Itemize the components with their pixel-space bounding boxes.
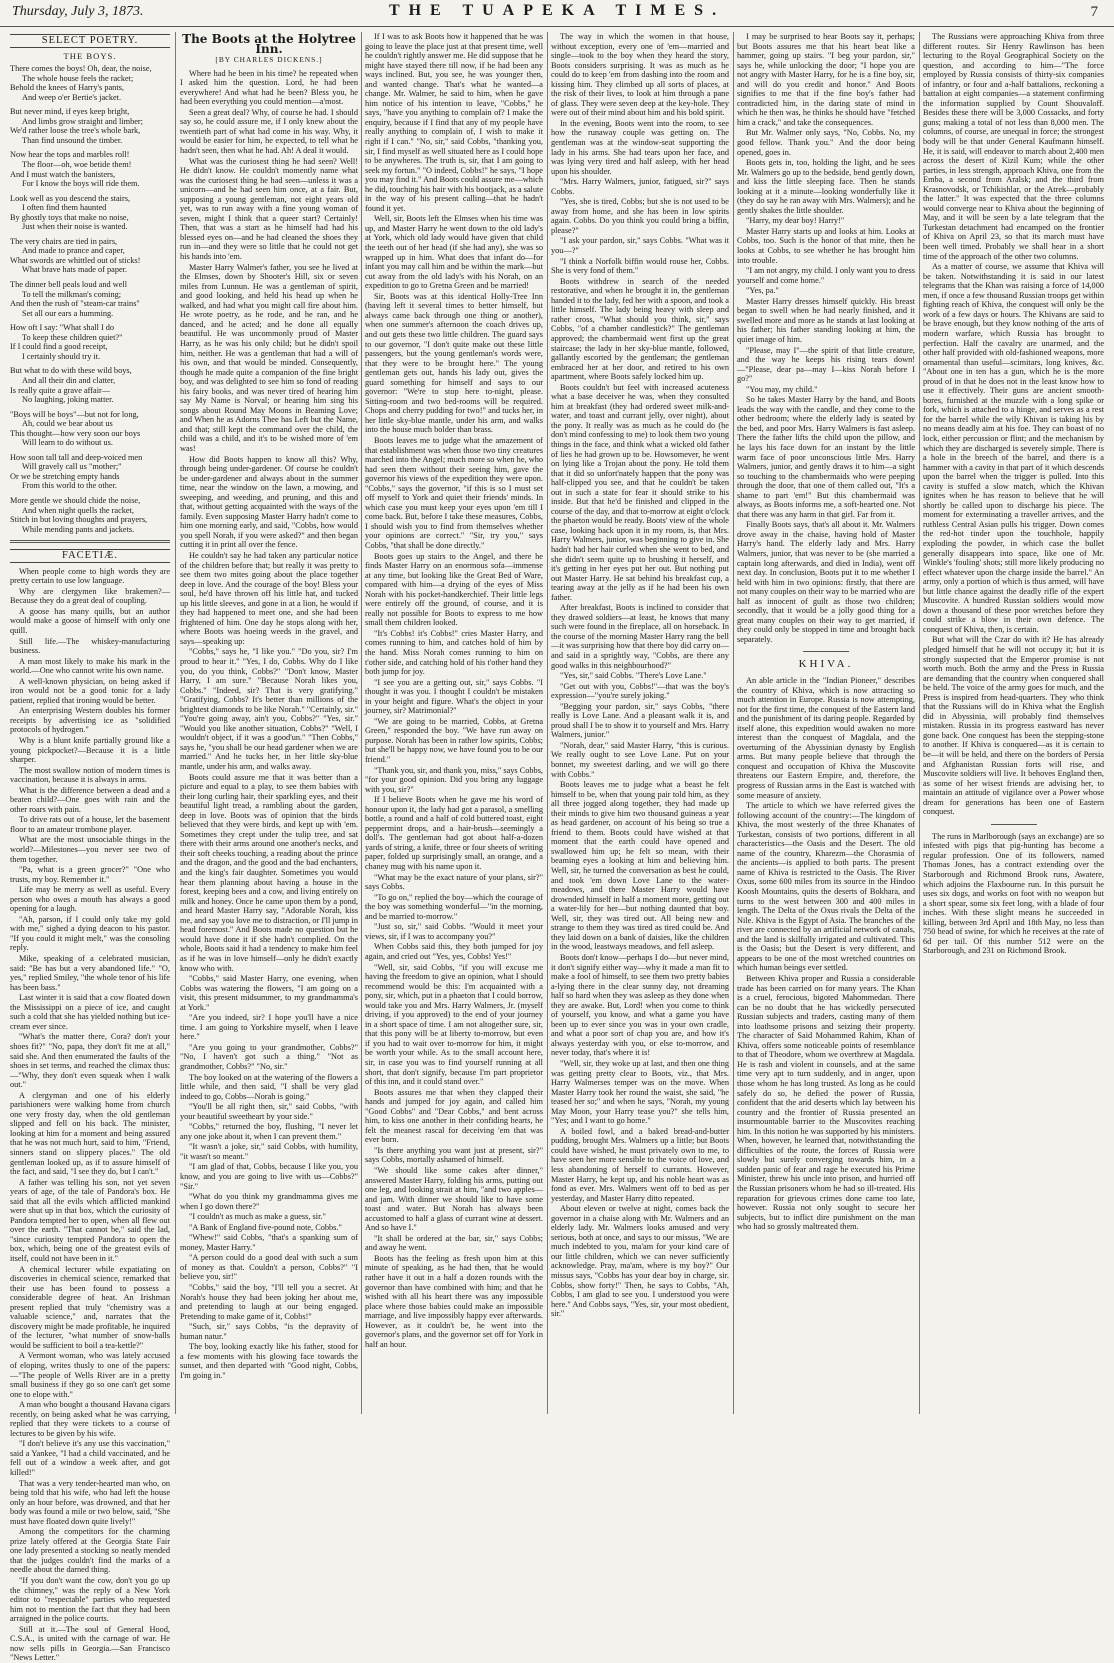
poem-line: There comes the boys! Oh, dear, the noise, [10, 64, 152, 74]
poem-line: Stitch in but loving thoughts and prayers, [10, 515, 148, 525]
poem-stanza [10, 194, 170, 232]
poem-line: "Boys will be boys"—but not for long, [10, 409, 139, 419]
story-paragraph: "We should like some cakes after dinner," answered Master Harry, folding his arms, putting out one leg, and looking strait at him, "and two apples—and jam. With dinner we should like to have some toast and water. But Norah has always been accustomed to half a glass of currant wine at dessert. And so have I." [365, 1165, 543, 1233]
story-paragraph: "I think a Norfolk biffin would rouse her, Cobbs. She is very fond of them." [551, 256, 729, 276]
facetiae-item: A goose has many quills, but an author would make a goose of himself with only one quill. [10, 606, 170, 635]
story-paragraph: "We are going to be married, Cobbs, at Gretna Green," responded the boy. "We have run away on purpose. Norah has been in rather low spirits, Cobbs; but she'll be happy now, we have found you to be our friend." [365, 716, 543, 765]
story-paragraph: Seen a great deal? Why, of course he had. I should say so, he could assure me, if I only knew about the twentieth part of what had come in his way. Why, it would be easier for him, he expected, to tell what he hadn't seen, then what he had. Ah! A deal it would. [180, 107, 358, 156]
story-paragraph: "Just so, sir," said Cobbs. "Would it meet your views, sir, if I was to accompany you?" [365, 922, 543, 941]
column-rule [919, 32, 920, 1414]
column-1 [10, 32, 170, 1663]
story-paragraph: Boots gets in, too, holding the light, and he sees Mr. Walmers go up to the bedside, bend gently down, and kiss the little sleeping face. Then he stands looking at it a minute—looking wonderfully like it (they do say he ran away with Mrs. Walmers); and he gently shakes the little shoulder. [737, 158, 915, 215]
facetiae-item: "Pa, what is a green grocer?" "One who trusts, my boy. Remember it." [10, 865, 170, 884]
poem-stanza [10, 280, 170, 318]
story-paragraph: "It's Cobbs! it's Cobbs!" cries Master Harry, and comes running to him, and catches hold of him by the hand. Miss Norah comes running to him on t'other side, and catching hold of his t'other hand they both jump for joy. [365, 628, 543, 677]
story-paragraph: Boots assures me that when they clapped their hands and jumped for joy again, and called him "Good Cobbs" and "Dear Cobbs," and bent across him, to kiss one another in their confiding hearts, he felt the meanest rascal for deceiving 'em that was ever born. [365, 1087, 543, 1145]
story-paragraph: He couldn't say he had taken any particular notice of the children before that; but really it was pretty to see them two mites going about the place together deep in love. And the courage of the boy! Bless your soul, he'd have thrown off his little hat, and tucked up his little sleeves, and gone in at a lion, he would if they had happened to meet one, and she had been frightened of him. One day he stops along with her, where Boots was hoeing weeds in the gravel, and says—speaking up: [180, 550, 358, 646]
story-paragraph: Boots goes up stairs to the Angel, and there he finds Master Harry on an enormous sofa—immense at any time, but looking like the Great Bed of Ware, compared with him—a drying of the eyes of Miss Norah with his pocket-handkerchief. Their little legs were entirely off the ground, of course, and it is really not possible for Boots to express to me how small them children looked. [365, 551, 543, 628]
story-paragraph: "Yes, sir," said Cobbs. "There's Love Lane." [560, 671, 707, 681]
poem-stanza [10, 107, 170, 145]
poem-line: And all their din and clatter, [22, 375, 116, 385]
story-paragraph: "Well, sir, said Cobbs, "if you will excuse me having the freedom to give an opinion, what I should recommend would be this: I'm acquainted with a pony, sir, which, put in a phaeton that I could borrow, would take you and Mrs. Harry Walmers, Jr. (myself driving, if you approved) to the end of your journey in a short space of time. I am not altogether sure, sir, that this pony will be at liberty to-morrow, but even if you had to wait over to-morrow for him, it might be worth your while. As to the small account here, sir, in case you was to find yourself running at all short, that don't signify, because I'm part proprietor of this inn, and it could stand over." [365, 962, 543, 1087]
story-paragraph: The boy looked on at the watering of the flowers a little while, and then said, "I shall be very glad indeed to go, Cobbs—Norah is going." [180, 1072, 358, 1101]
facetiae-item: That was a very tender-hearted man who, on being told that his wife, who had left the house only an hour before, was drowned, and that her body was found a mile or two below, said, "She must have floated down quite lively!" [10, 1478, 170, 1526]
poem-line: We'd rather loose the tree's whole bark, [10, 126, 141, 136]
story-paragraph: "It shall be ordered at the bar, sir," says Cobbs; and away he went. [365, 1233, 543, 1253]
khiva-heading: KHIVA. [798, 658, 854, 671]
poem-stanza [10, 453, 170, 491]
poem-line: The whole house feels the racket; [22, 73, 134, 83]
poem-line: And weep o'er Bertie's jacket. [22, 92, 122, 102]
story-paragraph: "A Bank of England five-pound note, Cobbs." [189, 1222, 342, 1232]
khiva-paragraph: As a matter of course, we assume that Khiva will be taken. Notwithstanding it is said in our latest telegrams that the Khan was raising a force of 14,000 men, if once a few thousand Russian troops get within fighting reach of Khiva, the conquest will only be the work of a few days or hours. The Khivans are said to be brave enough, but they know nothing of the arts of modern warfare, which Russia has brought to perfection. Half the cavalry are unarmed, and the other half provided with old-fashioned weapons, more ornamental than useful—scimitars, long knives, &c. "About one in ten has a gun, which he is the more proud of in that he does not in the least know how to use it effectively. Their guns are ancient smooth-bores, furnished at the muzzle with a long spike or fork, which is attached to a hinge, and serves as a rest for the barrel while the wily Khivan is taking his by no means deadly aim at his foe. They can boast of no lock, either percussion or flint; and the mechanism by which they are discharged is severely simple. There is a hole in the breech of the barrel, and there is a hammer with a cavity in that part of it which descends upon the barrel when the trigger is pulled. Into this cavity is stuffed a slow match, which the Khivan ignites when he has reason to believe that he will shortly be called upon to discharge his piece. The moment for exterminating a traveller arrives, and the ruthless Central Asian pulls his trigger. Down comes the red-hot tinder upon the touchhole, happily exploding the powder, in which case the bullet generally disappears into space, like one of Mr. Winkle's 'fouling' shots; still more likely producing no effect whatever upon the charge inside the barrel." An army, only a portion of which is thus armed, will have but little chance against the deadly rifle of the expert Muscovite. A hundred Russian soldiers would mow down a thousand of these poor wretches before they could strike a blow in their own defence. The conquest of Khiva, then, is certain. [923, 262, 1104, 634]
facetiae-item: What are the most unsociable things in the world?—Milestones—you never see two of them together. [10, 835, 170, 864]
story-paragraph: Well, sir, Boots left the Elmses when his time was up, and Master Harry he went down to the old lady's at York, which old lady would have given that child the teeth out of her head (if she had any), she was so wrapped up in him. What does that infant do—for infant you may call him and be within the mark—but cut away from the old lady's with his Norah, on an expedition to go to Gretna Green and be married! [365, 214, 543, 291]
facetiae-item: "If you don't want the cow, don't you go up the chimney," was the reply of a New York editor to "respectable" parties who requested him not to mention the fact that they had been arraigned in the police courts. [10, 1576, 170, 1624]
story-paragraph: When Cobbs said this, they both jumped for joy again, and cried out "Yes, yes, Cobbs! Yes!" [365, 942, 543, 961]
poem-line: I often find them haunted [22, 203, 107, 213]
poem-line: Just when their noise is wanted. [22, 222, 128, 232]
story-paragraph: "Harry, my dear boy! Harry!" [746, 216, 845, 226]
column-5 [737, 32, 915, 1412]
poem-line: Set all our ears a humming. [22, 308, 114, 318]
story-paragraph: "Are you going to your grandmother, Cobbs?" "No, I haven't got such a thing." "Not as grandmother, Cobbs?" "No, sir." [180, 1042, 358, 1071]
story-paragraph: "To go on," replied the boy—which the courage of the boy was something wonderful—"in the morning, and be married to-morrow." [365, 892, 543, 921]
column-rule [175, 32, 176, 1414]
facetiae-item: To drive rats out of a house, let the basement floor to an amateur trombone player. [10, 815, 170, 834]
story-paragraph: "I am glad of that, Cobbs, because I like you, you know, and you are going to live with us—Cobbs?" "Sir." [180, 1162, 358, 1191]
story-paragraph: "Cobbs," says he, "I like you." "Do you, sir? I'm proud to hear it." "Yes, I do, Cobbs. Why do I like you, do you think, Cobbs?" "Don't know, Master Harry, I am sure." "Because Norah likes you, Cobbs." "Indeed, sir? That is very gratifying." "Gratifying, Cobbs? It's better than millions of the brightest diamonds to be like Norah." "Certainly, sir." "You're going away, ain't you, Cobbs?" "Yes, sir." "Would you like another situation, Cobbs?" "Well, I wouldn't object, if it was a good'un." "Then Cobbs," says he, "you shall be our head gardener when we are married." And he tucks her, in her little sky-blue mantle, under his arm, and walks away. [180, 647, 358, 772]
facetiae-item: A Vermont woman, who was lately accused of eloping, writes thusly to one of the papers:—"The people of Wells River are in a pretty small business if they go so one can't get some one to elope with." [10, 1351, 170, 1399]
issue-date: Thursday, July 3, 1873. [12, 4, 144, 19]
khiva-paragraph: Between Khiva proper and Russia a considerable trade has been carried on for many years. The Khan is a cruel, ferocious, bigoted Mahommedan. There can be no doubt that he has wickedly persecuted Russian subjects and traders, casting many of them into loathsome prisons and seizing their property. The character of Said Mohammed Rahim, Khan of Khiva, offers some noticeable points of resemblance to that of Theodore, whom we overthrew at Magdala. He is rash and violent in counsels, and at the same time very apt to turn suddenly, and in anger, upon those whom he has long trusted. As long as he could safely do so, he defied the power of Russia, confident that the arid deserts which lay between his country and the frontier of Russia presented an insurmountable barrier to the Muscovites reaching him. In this notion he was supported by his ministers. When, however, he learned that, notwithstanding the difficulties of the route, the forces of Russia were slowly but surely converging towards him, in a sudden panic of fear and rage he executed his Prime Minister, threw his uncle into prison, and hurried off the Russian prisoners whom he had so ill-treated. His reparation for grievous crimes done came too late, however. Russia not only sought to secure her subjects, but to inflict dire punishment on the man who had so grossly maltreated them. [737, 973, 915, 1232]
poem-title: THE BOYS. [63, 50, 117, 61]
section-divider [10, 540, 170, 543]
story-paragraph: Boots has the feeling as fresh upon him at this minute of speaking, as he had then, that he would rather have it out in a half a dozen rounds with the governor than have combined with him; and that he wished with all his heart there was any impossible place where those babies could make an impossible marriage, and live impossibly happy ever afterwards. However, as it couldn't be, he went into the governor's plans, and the governor set off for York in half an hour. [365, 1253, 543, 1349]
facetiae-item: Why is a blunt knife partially ground like a young pickpocket?—Because it is a little sharper. [10, 736, 170, 765]
poem-line: No laughing, joking matter. [22, 395, 114, 405]
story-paragraph: "Thank you, sir, and thank you, miss," says Cobbs, "for your good opinion. Did you bring any luggage with you, sir?" [365, 765, 543, 794]
story-paragraph: "Cobbs," returned the boy, flushing, "I never let any one joke about it, when I can prevent them." [180, 1122, 358, 1141]
facetiae-item: Among the competitors for the charming prize lately offered at the Georgia State Fair one lady presented a stocking so neatly mended that the judges couldn't find the marks of a needle about the darned thing. [10, 1527, 170, 1575]
poem-line: To keep these children quiet?" [22, 332, 123, 342]
page-number: 7 [1090, 4, 1098, 20]
story-paragraph: "A person could do a good deal with such a sum of money as that. Couldn't a person, Cobbs?" "I believe you, sir!" [180, 1253, 358, 1282]
story-paragraph: "Are you indeed, sir? I hope you'll have a nice time. I am going to Yorkshire myself, when I leave here." [180, 1013, 358, 1042]
poem-stanza [10, 237, 170, 275]
marlborough-paragraph: The runs in Marlborough (says an exchange) are so infested with pigs that pig-hunting has become a regular profession. One of its followers, named Thomas Jones, has a contract extending over the Starborough and Richmond Brook runs, Awatere, which adjoins the Flaxbourne run. In this pursuit he uses six dogs, and works on foot with no weapon but a short spear, some six feet long, with a blade of four inches. With these slight means he succeeded in killing, between 3rd April and 18th May, no less than 750 head of swine, for which he receives at the rate of 6d per tail. Of this number 512 were on the Starborough, and 231 on Richmond Brook. [923, 831, 1104, 956]
poem-line: If I could find a good receipt, [10, 342, 108, 352]
column-2 [180, 32, 358, 1412]
story-paragraph: What was the curiosest thing he had seen? Well! He didn't know. He couldn't momently name what was the curiosest thing he had seen—unless it was a unicorn—and he had seen him once, at a fair. But, supposing a young gentleman, not eight years old yet, was to run away with a fine young woman of seven, might I think that a queer start? Certainly! Then, that was a start as he himself had had his blessed eyes on—and he had cleaned the shoes they run in—and they were so little that he could not get his hands into 'em. [180, 156, 358, 262]
poem-line: And then the rush of "steam-car trains" [10, 299, 140, 309]
story-paragraph: "Please, may I"—the spirit of that little creature, and the way he keeps his rising tears down!—"Please, dear pa—may I—kiss Norah before I go?" [737, 345, 915, 384]
poem-line: While mending pants and jackets. [22, 524, 135, 534]
story-paragraph: "I ask your pardon, sir," says Cobbs. "What was it you—?" [551, 236, 729, 256]
facetiae-item: "Ah, parson, if I could only take my gold with me," sighed a dying deacon to his pastor. "If you could it might melt," was the consoling reply. [10, 914, 170, 953]
story-paragraph: "Get out with you, Cobbs!"—that was the boy's expression—"you're surely joking." [551, 681, 729, 701]
story-paragraph: Sir, Boots was at this identical Holly-Tree Inn (having left it several times to better himself, but always came back through one thing or another), when one summer's afternoon the coach drives up, and out gets these two little children. The guard says to our governor, "I don't quite make out these little passengers, but the young gentleman's words were, that they were to be brought here." The young gentleman gets out, hands his lady out, gives the guard something for himself and says to our governor: "We're to stop here to-night, please. Sitting-room and two bed-rooms will be required. Chops and cherry pudding for two!" and tucks her, in her little sky-blue mantle, under his arm, and walks into the house much bolder than brass. [365, 291, 543, 435]
poem-line: To tell the milkman's coming; [22, 289, 122, 299]
poem-line: This thought—how very soon our boys [10, 428, 141, 438]
poem-line: And made to prance and caper, [22, 246, 125, 256]
poem-line: Will gravely call us "mother;" [22, 462, 122, 472]
facetiae-item: Still life.—The whiskey-manufacturing business. [10, 636, 170, 656]
poem-stanza [10, 323, 170, 361]
story-title: The Boots at the Holytree Inn. [182, 32, 356, 56]
story-paragraph: The boy, looking exactly like his father, stood for a few moments with his glowing face towards the sunset, and then departed with "Good night, Cobbs, I'm going in." [180, 1342, 358, 1380]
poem-line: Ah, could we bear about us [22, 419, 113, 429]
poem-line: What swords are whittled out of sticks! [10, 255, 141, 265]
poem-line: And I must watch the banisters, [10, 169, 116, 179]
story-paragraph: Boots could assure me that it was better than a picture and equal to a play, to see them babies with their long curling hair, their sparkling eyes, and their beautiful light tread, a rambling about the garden, deep in love. Boots was of opinion that the birds believed that they were birds, and kept up with 'em. Sometimes they crept under the tulip tree, and sat there with their arms around one another's necks, and their soft cheeks touching, a reading about the prince and the dragon, and the good and the bad enchanters, and the king's fair daughter. Sometimes you would hear them planning about having a house in the forest, keeping bees and a cow, and living entirely on milk and honey. Once he came upon them by a pond, and heard Master Harry say, "Adorable Norah, kiss me, and say you love me to distraction, or I'll jump in head foremost." And Boots made no question but he would have done it if she hadn't complied. On the whole, Boots said it had a tendency to make him feel as if he was in love himself—only he didn't exactly know who with. [180, 772, 358, 973]
facetiae-item: A well-known physician, on being asked if iron would not be a good tonic for a lady patient, replied that ironing would be better. [10, 676, 170, 705]
facetiae-item: Still at it.—The soul of General Hood, C.S.A., is united with the carnage of war. He now sells pills in Georgia.—San Francisco "News Letter." [10, 1624, 170, 1663]
poem-line: And limbs grow straight and limber; [22, 116, 143, 126]
poem-line: By ghostly toys that make no noise, [10, 212, 129, 222]
story-paragraph: About eleven or twelve at night, comes back the governor in a chaise along with Mr. Walmers and an elderly lady. Mr. Walmers looks amused and very serious, both at once, and says to our missus, "We are much indebted to you, ma'am for your kind care of our little children, which we can never sufficiently acknowledge. Pray, ma'am, where is my boy?" Our missus says, "Cobbs has your dear boy in charge, sir. Cobbs, show forty!" Then, he says to Cobbs, "Ah, Cobbs, I am glad to see you. I understood you were here." And Cobbs says, "Yes, sir, your most obedient, sir." [551, 1204, 729, 1319]
khiva-paragraph: The Russians were approaching Khiva from three different routes. Sir Henry Rawlinson has been lecturing to the Royal Geographical Society on the question, and according to him—"The force employed by Russia consists of thirty-six companies of infantry, or four and a-half battalions, reckoning a battalion at eight companies—a statement confirming the information supplied by Count Shouvaloff. Besides these there will be 3,000 Cossacks, and forty guns; making a total of not less than 8,000 men. The columns, of course, are unequal in force; the strongest body will be that under General Kaufmann himself. He, it is said, will endeavor to march about 2,400 men across the desert of Kizil Kum; while the other parties, in less strength, approach Khiva, one from the Emba, a second from Aralsk; and the third from Krasnovodsk, or Tchikishlar, or the Atrek—probably the latter." It was expected that the three columns would converge near to Khiva about the beginning of May, and it will be seen by a late telegram that the Turkestan detachment had encamped on the frontier of Khiva on April 23, so that its march must have been well timed. Probably we shall hear in a short time of the approach of the other two columns. [923, 32, 1104, 261]
story-paragraph: "It wasn't a joke, sir," said Cobbs, with humility, "it wasn't so meant." [180, 1142, 358, 1161]
poem-stanza [10, 150, 170, 188]
poem-line: The very chairs are tied in pairs, [10, 236, 118, 246]
poem-line: How oft I say: "What shall I do [10, 323, 115, 333]
story-paragraph: "I am not angry, my child. I only want you to dress yourself and come home." [737, 266, 915, 285]
poem-stanza [10, 64, 170, 102]
story-byline: [BY CHARLES DICKENS.] [215, 55, 323, 65]
poem-line: But never mind, if eyes keep bright, [10, 107, 130, 117]
facetiae-item: A man who bought a thousand Havana cigars recently, on being asked what he was carrying, replied that they were tickets to a course of lectures to be given by his wife. [10, 1400, 170, 1438]
facetiae-item: A chemical lecturer while expatiating on discoveries in chemical science, remarked that their use has been found to possess a considerable degree of heat. An Irishman present replied that truly "chemistry was a valuable science," and, narrates that the discovery might be made profitable, he inquired of the lecturer, "what number of snow-balls would be sufficient to boil a tea-kettle?" [10, 1264, 170, 1350]
newspaper-title: THE TUAPEKA TIMES. [388, 2, 726, 19]
poem [10, 64, 170, 534]
column-6 [923, 32, 1104, 1412]
facetiae-item: "I don't believe it's any use this vaccination," said a Yankee, "I had a child vaccinated, and he fell out of a window a week after, and got killed!" [10, 1439, 170, 1478]
story-paragraph: Where had he been in his time? he repeated when I asked him the question. Lord, he had been everywhere! And what had he been? Bless you, he had been everything you could mention—a'most. [180, 68, 358, 107]
story-paragraph: But Mr. Walmer only says, "No, Cobbs. No, my good fellow. Thank you." And the door being opened, goes in. [737, 128, 915, 157]
story-paragraph: If I believe Boots when he gave me his word of honour upon it, the lady had got a parasol, a smelling bottle, a round and a half of cold buttered toast, eight peppermint drops, and a hair-brush—seemingly a doll's. The gentleman had got about half-a-dozen yards of string, a knife, three or four sheets of writing paper, folded up surprisingly small, an orange, and a chaney mug with his name upon it. [365, 795, 543, 872]
story-paragraph: How did Boots happen to know all this? Why, through being under-gardener. Of course he couldn't be under-gardener and always about in the summer time, near the window on the lawn, a mowing, and sweeping, and weeding, and pruning, and this and that, without getting acquainted with the ways of the family. Even supposing Master Harry hadn't come to him one morning early, and said, "Cobbs, how would you spell Norah, if you were asked?" and then began cutting it in print all over the fence. [180, 454, 358, 550]
poem-line: Behold the knees of Harry's pants, [10, 83, 124, 93]
story-paragraph: "Well, sir, they woke up at last, and then one thing was getting pretty clear to Boots, viz., that Mrs. Harry Walmerses temper was on the move. When Master Harry took her round the waist, she said, "he teased her so;" and when he says, "Norah, my young May Moon, your Harry tease you?" she tells him, "Yes; and I want to go home." [551, 1058, 729, 1126]
story-paragraph: "You'll be all right then, sir," said Cobbs, "with your beautiful sweetheart by your side." [180, 1102, 358, 1121]
facetiae-item: What is the difference between a dead and a beaten child?—One goes with rain and the other roars with pain. [10, 785, 170, 814]
poem-line: What brave hats made of paper. [22, 265, 128, 275]
facetiae-item: The most swallow notion of modern times is vaccination, because it is always in arms. [10, 765, 170, 785]
poem-line: Or we be stretching empty hands [10, 471, 120, 481]
story-paragraph: "Mrs. Harry Walmers, junior, fatigued, sir?" says Cobbs. [551, 177, 729, 196]
poem-line: Now hear the tops and marbles roll! [10, 150, 130, 160]
facetiae-item: A father was telling his son, not yet seven years of age, of the tale of Pandora's box. He said that all the evils which afflicted mankind were shut up in that box, which the curiosity of Pandora tempted her to open, when all flew out over the earth. "That cannot be," said the lad, "since curiosity tempted Pandora to open the box, which, being one of the greatest evils of itself, could not have been in it." [10, 1177, 170, 1263]
column-4 [551, 32, 729, 1412]
story-paragraph: "Yes, pa." [746, 286, 779, 296]
facetiae-item: "What's the matter there, Cora? don't your shoes fit?" "No, papa, they don't fit me at all," said she. And then enumerated the faults of the shoes in set terms, and reached the climax thus:—"Why, they don't even squeak when I walk out." [10, 1032, 170, 1090]
story-paragraph: "What do you think my grandmamma gives me when I go down there?" [180, 1192, 358, 1211]
column-rule [361, 32, 362, 1414]
story-paragraph: "What may be the exact nature of your plans, sir?" says Cobbs. [365, 872, 543, 892]
khiva-paragraph: But what will the Czar do with it? He has already pledged himself that he will not occupy it; but it is strongly suspected that the Emperor promise is not worth much. Both the army and the Press in Russia are demanding that the country when conquered shall be held. The voice of the army goes for much, and the Press is inspired from head-quarters. They who think that the Russians will do in Khiva what the English did in Abyssinia, will probably find themselves mistaken. Russia in its progress eastward has never gone back. One conquest has been the stepping-stone to another. If Khiva is conquered—as it is certain to be—it will be held, and there on the borders of Persia and Afghanistan Russian forts will rise, and Muscovite soldiers will live. It behoves England then, as some of her wisest friends are advising her, to maintain an attitude of vigilance over a Power whose dream for generations has been one of Eastern conquest. [923, 635, 1104, 817]
story-paragraph: After breakfast, Boots is inclined to consider that they drawed soldiers—at least, he knows that many such were found in the fireplace, all on horseback. In the course of the morning Master Harry rang the bell—it was surprising how that there boy did carry on—and said in a sprightly way, "Cobbs, are there any good walks in this neighbourhood?" [551, 603, 729, 670]
story-paragraph: Boots couldn't but feel with increased acuteness what a base deceiver he was, when they consulted him at breakfast (they had ordered sweet milk-and-water, and toast and currant jelly, over night), about the pony. It really was as much as he could do (he don't mind confessing to me) to look them two young things in the face, and think what a wicked old father of lies he had grown up to be. Howsomever, he went on lying like a Trojan about the pony. He told them that it did so unfort'nately happen that the pony was half-clipped you see, and that he couldn't be taken out in such a state for fear it should strike to his inside. But that he'd be finished and clipped in the course of the day, and that to-morrow at eight o'clock the phaeton would be ready. Boots' view of the whole case, looking back upon it in my room, is, that Mrs. Harry Walmers, junior, was beginning to give in. She hadn't had her hair curled when she went to bed, and she didn't seem quite up to brushing it herself, and it's getting in her eyes put her out. But nothing put out Master Harry. He sat behind his breakfast cup, a tearing away at the jelly as if he had been his own father. [551, 382, 729, 602]
poem-line: The floor—oh, woe betide them! [22, 160, 132, 170]
poem-stanza [10, 410, 170, 448]
poem-stanza [10, 366, 170, 404]
story-paragraph: Finally Boots says, that's all about it. Mr. Walmers drove away in the chaise, having hold of Master Harry's hand. The elderly lady and Mrs. Harry Walmers, junior, that was never to be (she married a captain long afterwards, and died in India), went off next day. In conclusion, Boots put it to me whether I held with him in two opinions: firstly, that there are not many couples on their way to be married who are half as innocent of guilt as those two children; secondly, that it would be a jolly good thing for a great many couples on their way to get married, if they could only be stopped in time and brought back separately. [737, 520, 915, 644]
column-3 [365, 32, 543, 1412]
section-divider [803, 651, 849, 652]
khiva-paragraph: An able article in the "Indian Pioneer," describes the country of Khiva, which is now attracting so much attention in Europe. Russia is now attempting, not for the first time, the conquest of the Eastern land and the punishment of its daring people. Regarded by itself alone, this expedition would awaken no more interest than the conquest of Magdala, and the overturning of the Abyssinian dynasty by English arms. But many people believe that through the conquest and occupation of Khiva the Muscovite threatens our Eastern Empire, and, therefore, the progress of Russian arms in the East is watched with some measure of anxiety. [737, 676, 915, 800]
story-paragraph: So he takes Master Harry by the hand, and Boots leads the way with the candle, and they come to the other bedroom; where the elderly lady is seated by the bed, and poor Mrs. Harry Walmers is fast asleep. There the father lifts the child upon the pillow, and he lays his face down for an instant by the little warm face of poor unconscious little Mrs. Harry Walmers, junior, and gently draws it to him—a sight so touching to the chambermaids who were peeping through the door, that one of them called out, "It's a shame to part 'em!" But this chambermaid was always, as Boots informs me, a soft-hearted one. Not that there was any harm in that girl. Far from it. [737, 395, 915, 519]
story-paragraph: "Cobbs," said Master Harry, one evening, when Cobbs was watering the flowers, "I am going on a visit, this present midsummer, to my grandmamma's at York." [180, 974, 358, 1012]
column-rule [547, 32, 548, 1414]
story-paragraph: Boots leaves me to judge what a beast he felt himself to be, when that young pair told him, as they all three jogged along together, they had made up their minds to give him two thousand guineas a year as head gardener, on account of his being so true a friend to them. Boots could have wished at that moment that the earth could have opened and swallowed him up; he felt so mean, with their beaming eyes a looking at him and believing him. Well, sir, he turned the conversation as best he could, and took 'em down Love Lane to the water-meadows, and there Master Harry would have drownded himself in half a moment more, getting out a water-lily for her—but nothing daunted that boy. Well, sir, they was tired out. All being new and strange to them they was tired as tired could be. And they laid down on a bank of daisies, like the children in the wood, leastways meadows, and fell asleep. [551, 780, 729, 952]
section-divider [991, 824, 1037, 825]
story-paragraph: Master Harry Walmer's father, you see he lived at the Elmses, down by Shooter's Hill, six or seven miles from Lunnun. He was a gentleman of spirit, and good looking, and held his head up when he walked, and had what you might call fire about him. He wrote poetry, as he rode, and he ran, and he danced, and he acted; and he done all equally beautiful. He was uncommonly proud of Master Harry, as he was his only child; but he didn't spoil him, neither. He was a gentleman that had a will of his own, and that would be minded. Consequently, though he made quite a companion of the fine bright boy, and was delighted to see him so fond of reading his fairy books, and was never tired of hearing him say My Name is Norval; or hearing him sing his songs about Round May Moons in Beaming Love; and When he as Adorns Thee has Left but the Name, and that; still kept the command over the child, the child was a child, and it's to be wished more of 'em was! [180, 262, 358, 453]
story-paragraph: "Norah, dear," said Master Harry, "this is curious. We really ought to see Love Lane. Put on your bonnet, my sweetest darling, and we will go there with Cobbs." [551, 740, 729, 779]
khiva-paragraph: The article to which we have referred gives the following account of the country:—The kingdom of Khiva, the most westerly of the three Khanates of Turkestan, consists of two portions, different in all characteristics—the Oasis and the Desert. The old name of the country, Kharezm—the Chorasmia of the ancients—is applied to both parts. The present name of Khiva is restricted to the Oasis. The River Oxus, some 600 miles from its source in the Hindoo Koosh Mountains, quits the deserts of Bokhara, and turns to the west between 300 and 400 miles in length. The Delta of the Oxus rivals the Delta of the Nile. Khiva is the Egypt of Asia. The branches of the river are connected by an artificial network of canals, and the land is skilfully irrigated and cultivated. This is the Oasis; but the Desert is very different, and appears to be one of the most wretched countries on which human beings ever settled. [737, 801, 915, 973]
poem-line: For I know the boys will ride them. [22, 179, 140, 189]
facetiae-item: A clergyman and one of his elderly parishioners were walking home from church one very frosty day, when the old gentleman slipped and fell on his back. The minister, looking at him for a moment and being assured that he was not much hurt, said to him, "Friend, sinners stand on slippery places." The old gentleman looked up, as if to assure himself of the fact, and said, "I see they do, but I can't." [10, 1090, 170, 1177]
story-paragraph: If I was to ask Boots how it happened that he was going to leave the place just at that present time, well he couldn't rightly answer me. He did suppose that he might have stayed there till now, if he had been any ways inclined. But, you see, he was younger then, and wanted change. That's what he wanted—a change. Mr. Walmer, he said to him, when he gave him notice of his intention to leave, "Cobbs," he says, "have you anything to complain of? I make the enquiry, because if I find that any of my people have really anything to complain of, I wish to make it right if I can." "No, sir," said Cobbs, "thanking you, sir, I find myself as well situated here as I could hope to be anywheres. The truth is, sir, that I am going to seek my fortun." "O indeed, Cobbs!" he says, "I hope you may find it." And Boots could assure me—which he did, touching his hair with his bootjack, as a salute in the way of his present calling—that he hadn't found it yet. [365, 32, 543, 213]
facetiae-item: Mike, speaking of a celebrated musician, said: "Be has but a very abandoned life." "O, yes," replied Smiley, "the whole tenor of his life has been bass." [10, 954, 170, 992]
poem-line: The dinner bell peals loud and well [10, 280, 128, 290]
poem-stanza [10, 496, 170, 534]
facetiae-item: When people come to high words they are pretty certain to use low language. [10, 566, 170, 586]
poem-line: More gentle we should chide the noise, [10, 495, 141, 505]
facetiae-item: Last winter it is said that a cow floated down the Mississippi on a piece of ice, and caught such a cold that she has yielded nothing but ice-cream ever since. [10, 993, 170, 1031]
facetiae-item: An enterprising Western doubles his former receipts by advertising ice as "solidified protocols of hydrogen." [10, 706, 170, 735]
poem-line: And when night quells the racket, [22, 505, 134, 515]
facetiae-item: A man most likely to make his mark in the world.—One who cannot write his own name. [10, 656, 170, 676]
story-paragraph: Boots leaves me to judge what the amazement of that establishment was when those two tiny creatures marched into the Angel; much more so when he, who had seen them without their seeing him, gave the governor his views of the expedition they were upon. "Cobbs," says the governor, "if this is so I must set off myself to York and quiet their friends' minds. In which case you must keep your eyes upon 'em till I come back. But, before I take these measures, Cobbs, I should wish you to find from themselves whether your opinions are correct." "Sir, try you," says Cobbs, "that shall be done directly." [365, 435, 543, 550]
story-paragraph: "Such, sir," says Cobbs, "is the depravity of human natur." [180, 1322, 358, 1341]
story-paragraph: "I couldn't as much as make a guess, sir." [189, 1212, 326, 1222]
story-paragraph: "Whew!" said Cobbs, "that's a spanking sum of money, Master Harry." [180, 1233, 358, 1252]
story-paragraph: "Is there anything you want just at present, sir?" says Cobbs, mortally ashamed of himself. [365, 1145, 543, 1165]
poem-line: Is really quite a grave affair— [10, 385, 111, 395]
poem-line: From this world to the other. [22, 481, 117, 491]
poetry-heading: SELECT POETRY. [10, 34, 170, 48]
facetiae-items [10, 567, 170, 1663]
poem-line: Will learn to do without us. [22, 438, 113, 448]
poem-line: Look well as you descend the stairs, [10, 193, 131, 203]
story-paragraph: The way in which the women in that house, without exception, every one of 'em—married and single—took to the boy when they heard the story, Boots considers surprising. It was as much as he could do to keep 'em from dashing into the room and kissing him. They climbed up all sorts of places, at the risk of their lives, to look at him through a pane of glass. They were seven deep at the key-hole. They were out of their mind about him and his bold spirit. [551, 32, 729, 118]
column-rule [733, 32, 734, 1414]
story-paragraph: "Begging your pardon, sir," says Cobbs, "there really is Love Lane. And a pleasant walk it is, and proud shall I be to show it to yourself and Mrs. Harry Walmers, junior." [551, 701, 729, 740]
poem-line: But what to do with these wild boys, [10, 366, 132, 376]
story-paragraph: Master Harry dresses himself quickly. His breast began to swell when he had nearly finished, and it swelled more and more as he stands at last looking at his father; his father standing looking at him, the quiet image of him. [737, 296, 915, 344]
facetiae-item: Life may be merry as well as useful. Every person who owes a mouth has always a good opening for a laugh. [10, 885, 170, 914]
facetiae-heading: FACETIÆ. [10, 549, 170, 563]
poem-line: Than find unsound the timber. [22, 135, 123, 145]
facetiae-item: Why are clergymen like brakemen?—Because they do a great deal of coupling. [10, 586, 170, 606]
story-paragraph: "You may, my child." [746, 384, 818, 394]
story-paragraph: "Cobbs," said the boy, "I'll tell you a secret. At Norah's house they had been joking her about me, and pretending to laugh at our being engaged. Pretending to make game of it, Cobbs!" [180, 1283, 358, 1321]
story-paragraph: Boots don't know—perhaps I do—but never mind, it don't signify either way—why it made a man fit to make a fool of himself, to see them two pretty babies a-lying there in the clear sunny day, not dreaming half so hard when they was asleep as they done when they are awake. But, Lord! when you come to think of yourself, you know, and what a game you have been up to ever since you was in your own cradle, and what a poor sort of chap you are, and how it's always yesterday with you, or else to-morrow, and never today, that's where it is! [551, 952, 729, 1058]
masthead [0, 0, 1114, 27]
story-paragraph: Master Harry starts up and looks at him. Looks at Cobbs, too. Such is the honor of that mite, then he looks at Cobbs, to see whether he has brought him into trouble. [737, 226, 915, 265]
story-paragraph: A boiled fowl, and a baked bread-and-butter pudding, brought Mrs. Walmers up a little; but Boots could have wished, he must privately own to me, to have seen her more sensible to the voice of love, and less abandoning of herself to currants. However, Master Harry, he kept up, and his noble heart was as fond as ever. Mrs. Walmers went off to bed as per yesterday, and Master Harry ditto repeated. [551, 1126, 729, 1203]
story-paragraph: I may be surprised to hear Boots say it, perhaps; but Boots assures me that his heart beat like a hammer, going up stairs. "I beg your pardon, sir," says he, while unlocking the door; "I hope you are not angry with Master Harry, for he is a fine boy, sir, and will do you credit and honor." And Boots signifies to me that if the fine boy's father had contradicted him, in the daring state of mind in which he then was, he thinks he should have "fetched him a crack," and take the consequences. [737, 32, 915, 127]
poem-line: How soon tall tall and deep-voiced men [10, 452, 143, 462]
story-paragraph: In the evening, Boots went into the room, to see how the runaway couple was getting on. The gentleman was at the window-seat supporting the lady in his arms. She had tears upon her face, and was lying very tired and half asleep, with her head upon his shoulder. [551, 118, 729, 176]
poem-line: I certainly should try it. [22, 351, 101, 361]
story-paragraph: Boots withdrew in search of the needed restorative, and when he brought it in, the gentleman handed it to the lady, fed her with a spoon, and took a little himself. The lady being heavy with sleep and rather cross, "What should you think, sir," says Cobbs, "of a chamber candlestick?" The gentleman approved; the chambermaid went first up the great staircase; the lady in her sky-blue mantle, followed, gallantly escorted by the gentleman; the gentleman embraced her at her door, and retired to his own apartment, where Boots safely locked him up. [551, 276, 729, 382]
story-paragraph: "Yes, she is tired, Cobbs; but she is not used to be away from home, and she has been in low spirits again. Cobbs. Do you think you could bring a biffin, please?" [551, 197, 729, 235]
story-paragraph: "I see you are a getting out, sir," says Cobbs. "I thought it was you. I thought I couldn't be mistaken in your height and figure. What's the object in your journey, sir? Matrimonial?" [365, 677, 543, 716]
